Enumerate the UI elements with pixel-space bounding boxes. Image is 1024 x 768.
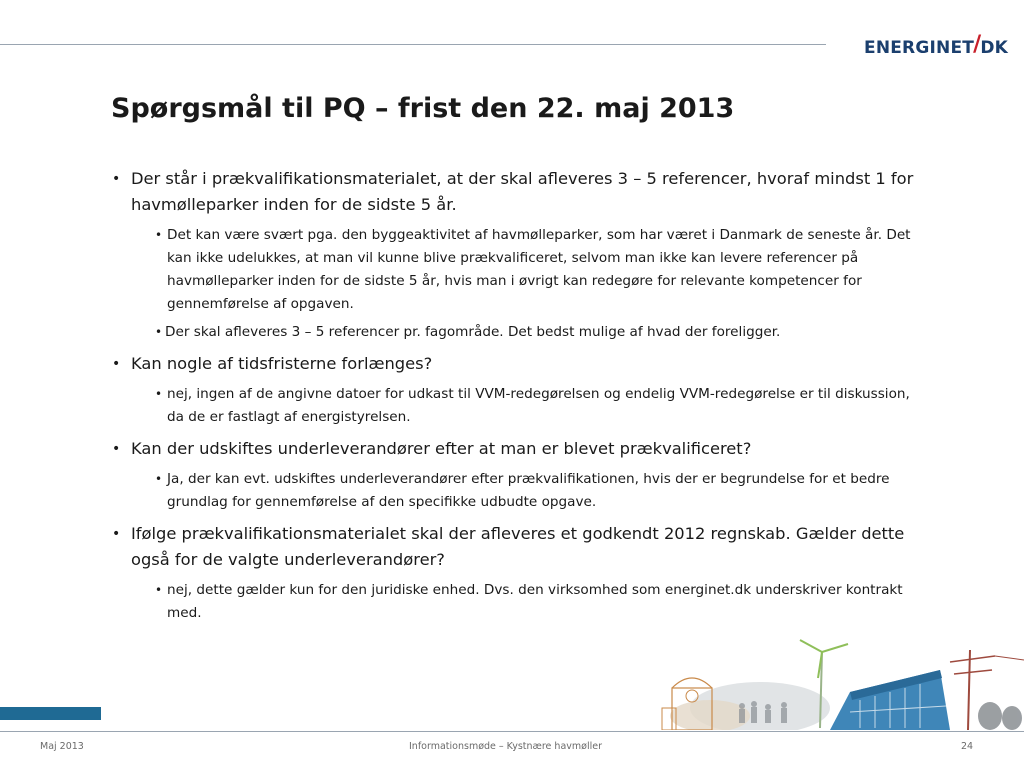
sub-bullet-item: • nej, dette gælder kun for den juridiske enhed. Dvs. den virksomhed som energinet.dk underskriver kontrakt med.: [155, 579, 931, 625]
sub-bullet-item: • Det kan være svært pga. den byggeaktivitet af havmølleparker, som har været i Danmark de seneste år. Det kan ikke udelukkes, at man vil kunne blive prækvalificeret, selvom man ikke kan levere referencer på havmølleparker inden for de sidste 5 år, hvis man i øvrigt kan redegøre for relevante kompetencer for gennemførelse af opgaven.: [155, 224, 931, 316]
header-divider: [0, 44, 826, 45]
bullet-item: • Ifølge prækvalifikationsmaterialet skal der afleveres et godkendt 2012 regnskab. Gælder dette også for de valgte underleverandører?: [111, 521, 931, 573]
logo-text-secondary: DK: [980, 38, 1008, 58]
energy-landscape-illustration: [650, 630, 1024, 730]
footer-accent-bar: [0, 707, 101, 720]
slide-title: Spørgsmål til PQ – frist den 22. maj 2013: [111, 93, 735, 124]
footer-date: Maj 2013: [40, 741, 84, 752]
sub-bullet-item: • nej, ingen af de angivne datoer for udkast til VVM-redegørelsen og endelig VVM-redegørelse er til diskussion, da de er fastlagt af energistyrelsen.: [155, 383, 931, 429]
logo-text-primary: ENERGINET: [864, 38, 975, 58]
sub-bullet-item: • Ja, der kan evt. udskiftes underleverandører efter prækvalifikationen, hvis der er begrundelse for et bedre grundlag for gennemførelse af den specifikke udbudte opgave.: [155, 468, 931, 514]
footer-divider: [0, 731, 1024, 732]
bullet-item: • Kan der udskiftes underleverandører efter at man er blevet prækvalificeret?: [111, 436, 931, 462]
slide-content: [111, 166, 931, 632]
bullet-item: • Der står i prækvalifikationsmaterialet, at der skal afleveres 3 – 5 referencer, hvoraf mindst 1 for havmølleparker inden for de sidste 5 år.: [111, 166, 931, 218]
energinet-logo: [864, 30, 1008, 60]
sub-bullet-item: • Der skal afleveres 3 – 5 referencer pr. fagområde. Det bedst mulige af hvad der foreligger.: [155, 321, 931, 344]
bullet-item: • Kan nogle af tidsfristerne forlænges?: [111, 351, 931, 377]
footer-page-number: 24: [961, 741, 974, 752]
footer-presentation-title: Informationsmøde – Kystnære havmøller: [409, 741, 602, 752]
logo-slash: /: [973, 32, 982, 57]
